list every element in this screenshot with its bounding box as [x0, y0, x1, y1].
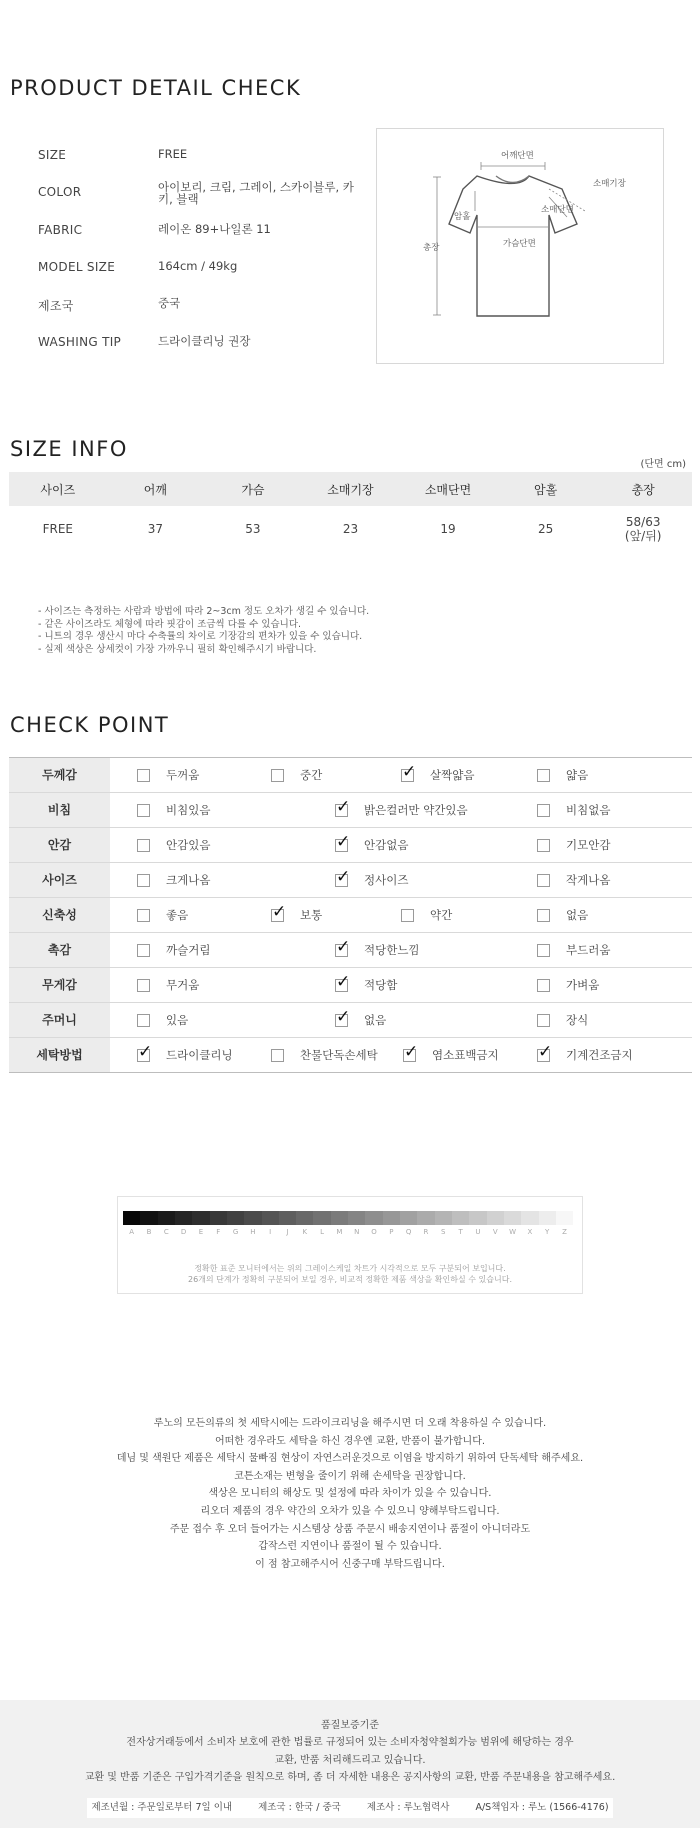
checkmark-icon: ✓ — [336, 797, 351, 817]
size-cell: 37 — [147, 522, 163, 536]
check-point-row — [9, 828, 692, 863]
grayscale-letter: L — [320, 1228, 325, 1236]
size-note: - 실제 색상은 상세컷이 가장 가까우니 필히 확인해주시기 바랍니다. — [38, 643, 317, 655]
grayscale-letter: X — [527, 1228, 533, 1236]
detail-value: 레이온 89+나일론 11 — [158, 222, 271, 236]
check-point-row — [9, 933, 692, 968]
check-option-label: 염소표백금지 — [432, 1048, 499, 1062]
check-option-label: 작게나옴 — [566, 873, 611, 887]
care-note-line: 데님 및 색원단 제품은 세탁시 물빠짐 현상이 자연스러운것으로 이염을 방지하기 위하여 단독세탁 해주세요. — [116, 1453, 584, 1465]
grayscale-swatch — [296, 1211, 313, 1225]
check-option-label: 까슬거림 — [166, 943, 211, 957]
size-cell: FREE — [42, 522, 73, 536]
diagram-label-sleeve-width: 소매단면 — [541, 205, 574, 215]
check-option-label: 드라이클리닝 — [166, 1048, 233, 1062]
grayscale-letter: Q — [405, 1228, 412, 1236]
check-option-label: 가벼움 — [566, 978, 600, 992]
size-cell: 53 — [245, 522, 261, 536]
diagram-label-total-length: 총장 — [423, 243, 440, 253]
unchecked-checkbox-icon — [137, 979, 150, 992]
checkmark-icon: ✓ — [404, 1042, 419, 1062]
unchecked-checkbox-icon — [137, 804, 150, 817]
unchecked-checkbox-icon — [137, 944, 150, 957]
grayscale-letter: O — [371, 1228, 377, 1236]
checked-checkbox-icon — [537, 1042, 553, 1062]
check-option-label: 무거움 — [166, 978, 200, 992]
grayscale-swatch — [192, 1211, 209, 1225]
detail-label: WASHING TIP — [38, 335, 122, 349]
size-header-cell: 암홀 — [497, 472, 595, 506]
grayscale-letter: G — [232, 1228, 239, 1236]
size-note: - 같은 사이즈라도 체형에 따라 핏감이 조금씩 다를 수 있습니다. — [38, 618, 302, 630]
check-option-label: 부드러움 — [566, 943, 611, 957]
grayscale-swatch — [279, 1211, 296, 1225]
grayscale-letter: H — [250, 1228, 256, 1236]
check-point-row — [9, 898, 692, 933]
check-option-label: 기계건조금지 — [566, 1048, 633, 1062]
checkmark-icon: ✓ — [336, 937, 351, 957]
check-point-label: 신축성 — [9, 898, 110, 932]
checked-checkbox-icon — [271, 902, 287, 922]
unchecked-checkbox-icon — [537, 804, 550, 817]
grayscale-swatch — [504, 1211, 521, 1225]
check-option-label: 안감있음 — [166, 838, 211, 852]
care-note-line: 갑작스런 지연이나 품절이 될 수 있습니다. — [258, 1541, 442, 1553]
grayscale-letter: K — [302, 1228, 308, 1236]
unchecked-checkbox-icon — [537, 944, 550, 957]
check-option-label: 좋음 — [166, 908, 189, 922]
size-table-header-row — [9, 472, 692, 506]
checked-checkbox-icon — [335, 832, 351, 852]
care-notes — [0, 1415, 700, 1573]
grayscale-letter: B — [146, 1228, 152, 1236]
detail-value: 아이보리, 크림, 그레이, 스카이블루, 카키, 블랙 — [158, 180, 354, 206]
checkmark-icon: ✓ — [336, 867, 351, 887]
size-header-cell: 어깨 — [107, 472, 205, 506]
unchecked-checkbox-icon — [271, 1049, 284, 1062]
check-option-label: 약간 — [430, 908, 453, 922]
size-notes — [38, 606, 369, 656]
grayscale-swatch — [140, 1211, 157, 1225]
grayscale-swatch — [539, 1211, 556, 1225]
detail-label: COLOR — [38, 185, 82, 199]
grayscale-letter: J — [286, 1228, 289, 1236]
grayscale-letter: S — [441, 1228, 446, 1236]
check-option-label: 비침없음 — [566, 803, 611, 817]
grayscale-swatch — [365, 1211, 382, 1225]
check-point-row — [9, 1003, 692, 1038]
size-table — [9, 472, 692, 552]
grayscale-letter: V — [492, 1228, 498, 1236]
footer-lines — [0, 1734, 700, 1787]
checkmark-icon: ✓ — [538, 1042, 553, 1062]
grayscale-swatch — [452, 1211, 469, 1225]
size-header-cell: 사이즈 — [9, 472, 107, 506]
check-point-row — [9, 863, 692, 898]
check-point-label: 세탁방법 — [9, 1038, 110, 1072]
size-header-cell: 총장 — [594, 472, 692, 506]
grayscale-swatch — [521, 1211, 538, 1225]
care-note-line: 주문 접수 후 오더 들어가는 시스템상 상품 주문시 배송지연이나 품절이 아니더라도 — [169, 1523, 531, 1535]
detail-label: MODEL SIZE — [38, 260, 116, 274]
footer-title: 품질보증기준 — [321, 1720, 379, 1731]
detail-label: 제조국 — [38, 299, 74, 313]
grayscale-letter: E — [198, 1228, 204, 1236]
grayscale-letter: R — [423, 1228, 429, 1236]
care-note-line: 코튼소재는 변형을 줄이기 위해 손세탁을 권장합니다. — [234, 1470, 466, 1482]
footer-manufacturer: 제조사 : 루노협력사 — [366, 1802, 450, 1813]
unchecked-checkbox-icon — [537, 874, 550, 887]
check-option-label: 안감없음 — [364, 838, 409, 852]
checkmark-icon: ✓ — [138, 1042, 153, 1062]
grayscale-swatch — [556, 1211, 573, 1225]
check-option-label: 보통 — [300, 908, 323, 922]
check-option-label: 장식 — [566, 1013, 589, 1027]
grayscale-letter: D — [180, 1228, 187, 1236]
size-cell: 19 — [440, 522, 456, 536]
unchecked-checkbox-icon — [137, 909, 150, 922]
grayscale-note-line: 26개의 단계가 정확히 구분되어 보일 경우, 비교적 정확한 제품 색상을 확인하실 수 있습니다. — [188, 1275, 512, 1284]
check-option-label: 크게나옴 — [166, 873, 211, 887]
footer-as-contact: A/S책임자 : 루노 (1566-4176) — [475, 1802, 609, 1813]
check-point-row — [9, 793, 692, 828]
check-option-label: 있음 — [166, 1013, 189, 1027]
check-point-row — [9, 758, 692, 793]
checkmark-icon: ✓ — [336, 1007, 351, 1027]
grayscale-swatch — [313, 1211, 330, 1225]
grayscale-swatch — [348, 1211, 365, 1225]
checked-checkbox-icon — [335, 867, 351, 887]
grayscale-swatch — [400, 1211, 417, 1225]
size-info-title: SIZE INFO — [10, 437, 128, 461]
size-note: - 니트의 경우 생산시 마다 수축률의 차이로 기장감의 편차가 있을 수 있습니다. — [38, 631, 363, 642]
grayscale-letter: T — [458, 1228, 463, 1236]
grayscale-letter: U — [475, 1228, 481, 1236]
care-note-line: 이 점 참고해주시어 신중구매 부탁드립니다. — [255, 1558, 445, 1570]
diagram-label-armhole: 암홀 — [454, 212, 471, 222]
check-point-label: 촉감 — [9, 933, 110, 967]
unchecked-checkbox-icon — [401, 909, 414, 922]
grayscale-swatch — [331, 1211, 348, 1225]
grayscale-swatch — [469, 1211, 486, 1225]
size-cell: 25 — [537, 522, 554, 536]
grayscale-swatch — [123, 1211, 140, 1225]
checkmark-icon: ✓ — [336, 972, 351, 992]
detail-label: SIZE — [38, 148, 67, 162]
footer-line: 전자상거래등에서 소비자 보호에 관한 법률로 규정되어 있는 소비자청약철회가능 범위에 해당하는 경우 — [126, 1737, 574, 1748]
care-note-line: 리오더 제품의 경우 약간의 오차가 있을 수 있으니 양해부탁드립니다. — [200, 1505, 500, 1517]
care-note-line: 어떠한 경우라도 세탁을 하신 경우엔 교환, 반품이 불가합니다. — [214, 1435, 486, 1447]
unchecked-checkbox-icon — [137, 769, 150, 782]
detail-value: 중국 — [158, 296, 181, 310]
check-option-label: 적당한느낌 — [364, 943, 420, 957]
grayscale-swatch — [262, 1211, 279, 1225]
checked-checkbox-icon — [403, 1042, 419, 1062]
check-point-table — [9, 757, 692, 1073]
check-point-label: 두께감 — [9, 758, 110, 792]
check-point-label: 비침 — [9, 793, 110, 827]
product-detail-title: PRODUCT DETAIL CHECK — [10, 76, 302, 100]
check-option-label: 살짝얇음 — [430, 768, 475, 782]
checked-checkbox-icon — [335, 1007, 351, 1027]
footer-info-bar — [87, 1798, 613, 1818]
unchecked-checkbox-icon — [271, 769, 284, 782]
unchecked-checkbox-icon — [537, 769, 550, 782]
grayscale-letter: P — [389, 1228, 394, 1236]
check-point-label: 주머니 — [9, 1003, 110, 1037]
grayscale-letters — [123, 1228, 573, 1236]
grayscale-swatch — [417, 1211, 434, 1225]
grayscale-swatch — [244, 1211, 261, 1225]
grayscale-letter: Y — [545, 1228, 550, 1236]
check-point-label: 안감 — [9, 828, 110, 862]
tshirt-measurement-diagram — [376, 128, 664, 364]
unchecked-checkbox-icon — [537, 979, 550, 992]
grayscale-letter: Z — [562, 1228, 567, 1236]
grayscale-letter: C — [163, 1228, 169, 1236]
checked-checkbox-icon — [335, 937, 351, 957]
grayscale-swatch — [158, 1211, 175, 1225]
footer-line: 교환, 반품 처리해드리고 있습니다. — [274, 1754, 426, 1766]
grayscale-chart — [117, 1196, 583, 1294]
check-option-label: 없음 — [364, 1013, 387, 1027]
check-option-label: 적당함 — [364, 978, 398, 992]
detail-label: FABRIC — [38, 223, 83, 237]
care-note-line: 루노의 모든의류의 첫 세탁시에는 드라이크리닝을 해주시면 더 오래 착용하실 수 있습니다. — [153, 1418, 547, 1429]
detail-value: 드라이클리닝 권장 — [158, 334, 251, 348]
checked-checkbox-icon — [137, 1042, 153, 1062]
care-note-line: 색상은 모니터의 해상도 및 설정에 따라 차이가 있을 수 있습니다. — [208, 1488, 492, 1500]
diagram-label-sleeve-length: 소매기장 — [593, 179, 626, 189]
grayscale-letter: N — [354, 1228, 360, 1236]
grayscale-letter: W — [509, 1228, 516, 1236]
diagram-label-chest: 가슴단면 — [503, 239, 536, 249]
check-point-label: 무게감 — [9, 968, 110, 1002]
quality-guarantee-footer — [0, 1700, 700, 1828]
unchecked-checkbox-icon — [537, 839, 550, 852]
checked-checkbox-icon — [335, 797, 351, 817]
check-option-label: 중간 — [300, 768, 323, 782]
check-option-label: 찬물단독손세탁 — [300, 1048, 378, 1062]
check-option-label: 없음 — [566, 908, 589, 922]
size-cell: 58/63 (앞/뒤) — [624, 515, 662, 543]
unchecked-checkbox-icon — [537, 909, 550, 922]
grayscale-swatch — [227, 1211, 244, 1225]
checkmark-icon: ✓ — [272, 902, 287, 922]
unchecked-checkbox-icon — [537, 1014, 550, 1027]
check-point-label: 사이즈 — [9, 863, 110, 897]
size-unit-note: (단면 cm) — [640, 459, 686, 470]
size-header-cell: 소매기장 — [302, 472, 400, 506]
check-option-label: 정사이즈 — [364, 873, 409, 887]
diagram-label-shoulder: 어깨단면 — [501, 151, 534, 161]
footer-manufacture-date: 제조년월 : 주문일로부터 7일 이내 — [91, 1802, 233, 1813]
size-header-cell: 소매단면 — [399, 472, 497, 506]
unchecked-checkbox-icon — [137, 874, 150, 887]
check-option-label: 얇음 — [566, 768, 589, 782]
grayscale-swatch — [210, 1211, 227, 1225]
detail-value: 164cm / 49kg — [158, 259, 238, 273]
check-option-label: 밝은컬러만 약간있음 — [364, 803, 468, 817]
unchecked-checkbox-icon — [137, 839, 150, 852]
size-header-cell: 가슴 — [204, 472, 302, 506]
grayscale-letter: M — [336, 1228, 343, 1236]
size-note: - 사이즈는 측정하는 사람과 방법에 따라 2~3cm 정도 오차가 생길 수 있습니다. — [38, 606, 370, 617]
grayscale-letter: F — [216, 1228, 221, 1236]
check-point-title: CHECK POINT — [10, 713, 170, 737]
unchecked-checkbox-icon — [137, 1014, 150, 1027]
grayscale-swatch — [435, 1211, 452, 1225]
size-cell: 23 — [342, 522, 359, 536]
grayscale-swatch — [487, 1211, 504, 1225]
grayscale-swatch — [383, 1211, 400, 1225]
grayscale-note — [118, 1263, 582, 1285]
footer-line: 교환 및 반품 기준은 구입가격기준을 원칙으로 하며, 좀 더 자세한 내용은 공지사항의 교환, 반품 주문내용을 참고해주세요. — [84, 1772, 616, 1784]
grayscale-letter: I — [269, 1228, 272, 1236]
check-option-label: 두꺼움 — [166, 768, 200, 782]
check-option-label: 기모안감 — [566, 838, 611, 852]
detail-value: FREE — [158, 147, 188, 161]
grayscale-swatch — [175, 1211, 192, 1225]
check-point-row — [9, 1038, 692, 1073]
grayscale-note-line: 정확한 표준 모니터에서는 위의 그레이스케일 차트가 시각적으로 모두 구분되어 보입니다. — [194, 1264, 506, 1273]
grayscale-strip — [123, 1211, 573, 1225]
checkmark-icon: ✓ — [336, 832, 351, 852]
checkmark-icon: ✓ — [402, 762, 417, 782]
checked-checkbox-icon — [401, 762, 417, 782]
checked-checkbox-icon — [335, 972, 351, 992]
footer-origin: 제조국 : 한국 / 중국 — [258, 1802, 341, 1813]
table-row — [9, 506, 692, 552]
grayscale-letter: A — [129, 1228, 135, 1236]
check-point-row — [9, 968, 692, 1003]
check-option-label: 비침있음 — [166, 803, 211, 817]
